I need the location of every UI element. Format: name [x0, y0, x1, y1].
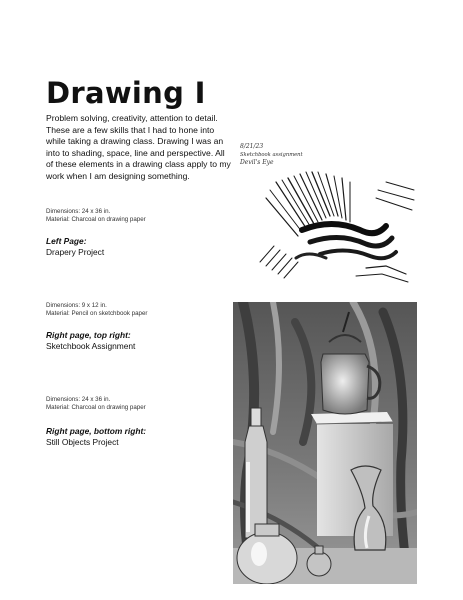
item-3-material: Material: Charcoal on drawing paper [46, 404, 146, 412]
sketchbook-drawing-image [236, 138, 416, 290]
sketch-note-date: 8/21/23 [240, 143, 264, 150]
sketch-note-line1: Sketchbook assignment [240, 152, 303, 158]
item-1-material: Material: Charcoal on drawing paper [46, 216, 146, 224]
item-2-position: Right page, top right: [46, 330, 131, 340]
item-2-material: Material: Pencil on sketchbook paper [46, 310, 148, 318]
item-1-name: Drapery Project [46, 247, 105, 257]
bottle-object [245, 408, 267, 538]
item-2-name: Sketchbook Assignment [46, 341, 136, 351]
item-1-meta [46, 208, 146, 225]
sketch-note-line2: Devil's Eye [240, 159, 274, 166]
item-1-dimensions: Dimensions: 24 x 36 in. [46, 208, 111, 215]
item-3-name: Still Objects Project [46, 437, 119, 447]
still-objects-drawing-image [233, 302, 417, 584]
intro-paragraph: Problem solving, creativity, attention to detail. These are a few skills that I had to hone into while taking a drawing class. Drawing I was an into to shading, space, line and perspective. All of these elements in a drawing class apply to my work when I am designing something. [46, 113, 231, 181]
item-3-position: Right page, bottom right: [46, 426, 147, 436]
item-1-position: Left Page: [46, 236, 87, 246]
item-3-dimensions: Dimensions: 24 x 36 in. [46, 396, 111, 403]
item-2-meta [46, 302, 147, 319]
item-3-meta [46, 396, 146, 413]
item-2-dimensions: Dimensions: 9 x 12 in. [46, 302, 107, 309]
page-title: Drawing I [46, 76, 206, 110]
